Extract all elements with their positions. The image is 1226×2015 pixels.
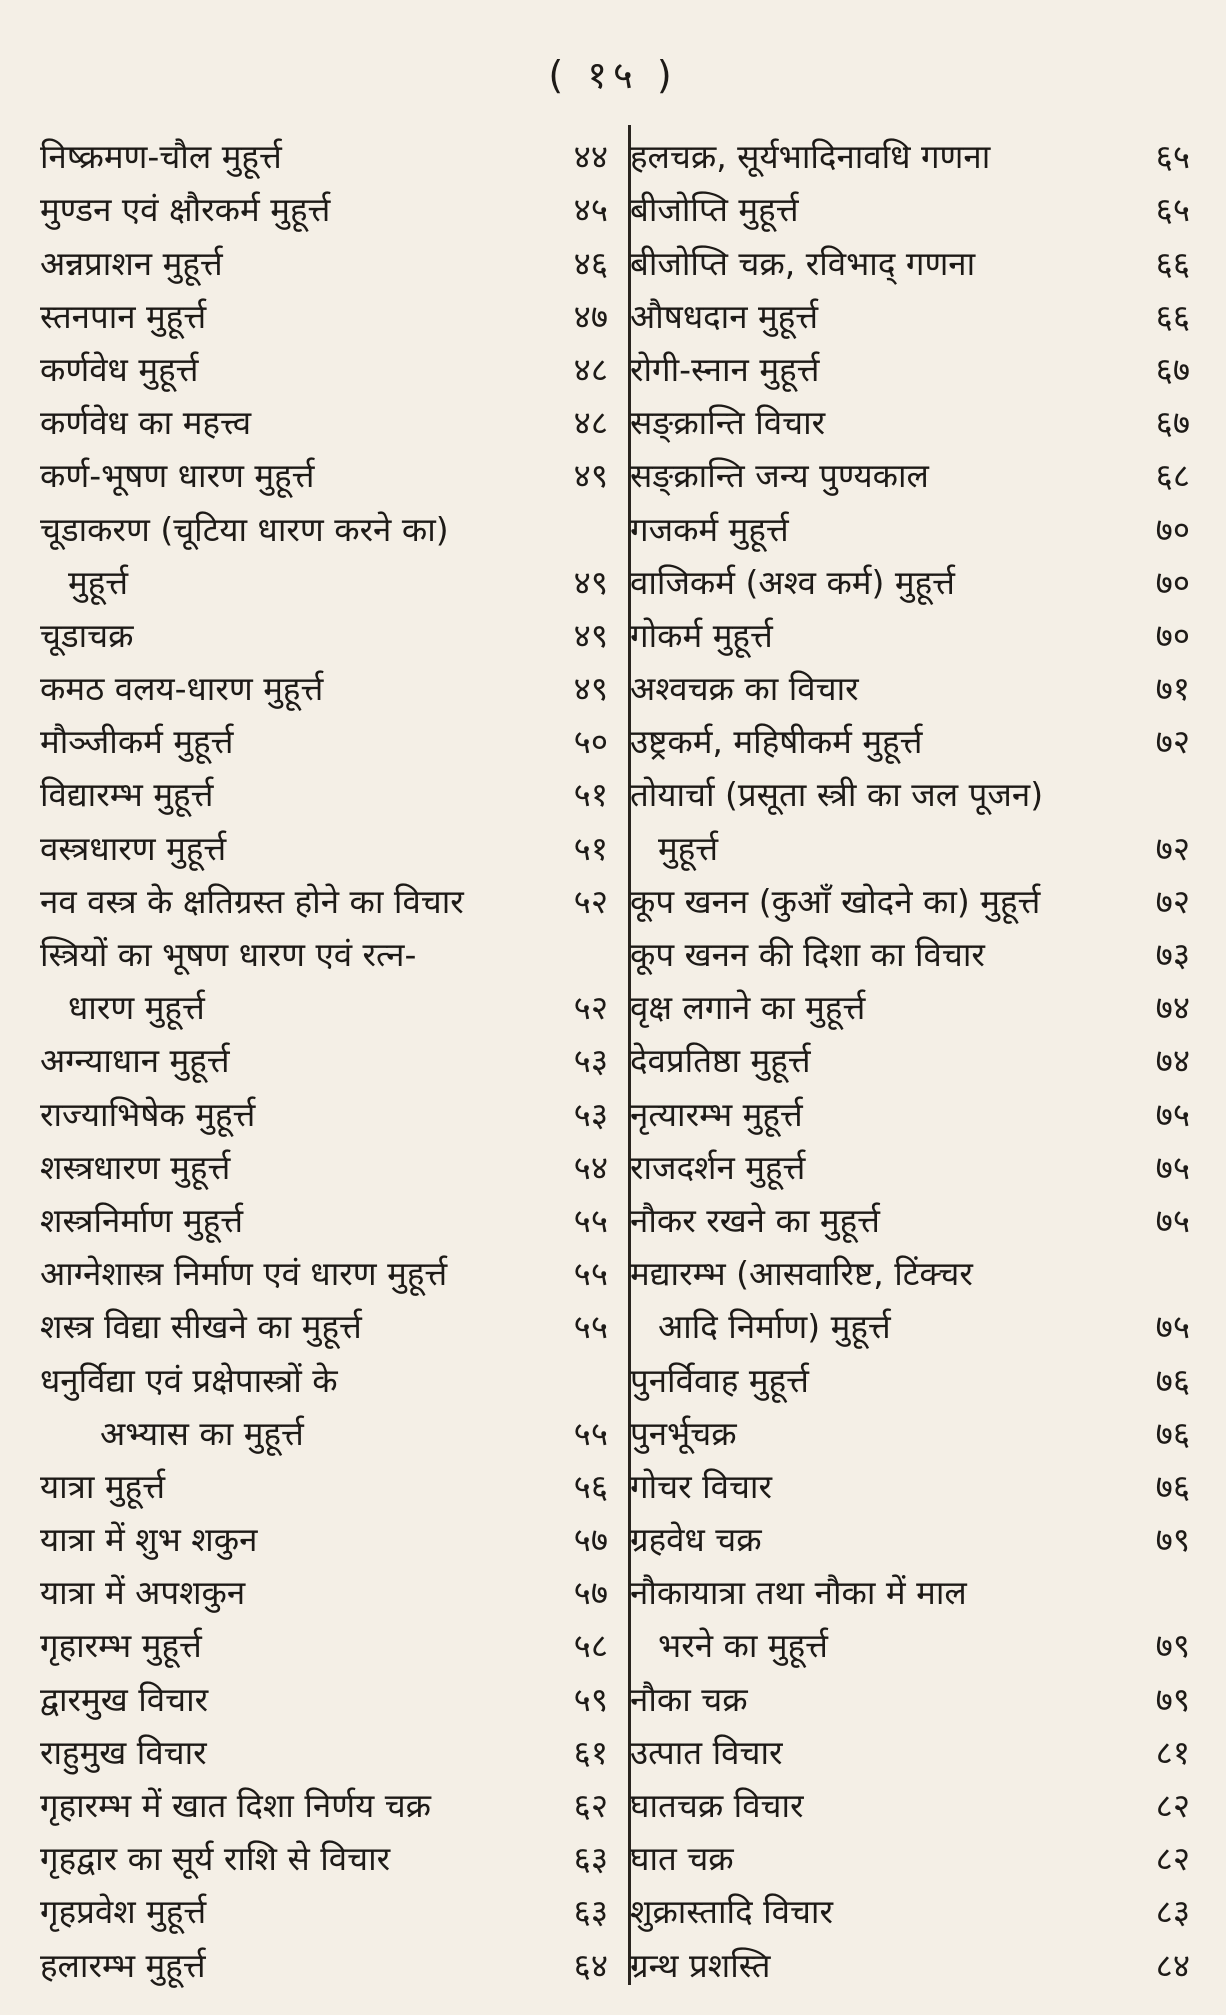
toc-entry (40, 1407, 608, 1460)
toc-entry (630, 609, 1190, 662)
toc-entry-title: नौका चक्र (630, 1679, 748, 1719)
toc-entry-page: ४९ (573, 615, 608, 655)
toc-entry (40, 662, 608, 715)
toc-entry-title: नृत्यारम्भ मुहूर्त्त (630, 1094, 803, 1134)
toc-entry-title: द्वारमुख विचार (40, 1679, 209, 1719)
toc-entry-page: ७१ (1155, 669, 1190, 709)
toc-entry-page: ७५ (1155, 1200, 1190, 1240)
toc-entry (40, 1194, 608, 1247)
toc-entry (40, 821, 608, 874)
toc-entry (630, 1407, 1190, 1460)
toc-entry-page: ४८ (573, 403, 608, 443)
toc-entry (40, 1460, 608, 1513)
toc-entry (40, 1885, 608, 1938)
toc-entry-title: गृहद्वार का सूर्य राशि से विचार (40, 1839, 391, 1879)
toc-entry-page: ५५ (573, 1413, 608, 1453)
toc-entry-page: ६५ (1155, 137, 1190, 177)
toc-entry-title: सङ्क्रान्ति जन्य पुण्यकाल (630, 456, 929, 496)
toc-entry-title: शस्त्रनिर्माण मुहूर्त्त (40, 1200, 244, 1240)
toc-entry-title: शस्त्र विद्या सीखने का मुहूर्त्त (40, 1307, 362, 1347)
toc-entry (630, 183, 1190, 236)
toc-entry (40, 1619, 608, 1672)
toc-entry-page: ४९ (573, 456, 608, 496)
toc-entry-title: राहुमुख विचार (40, 1732, 207, 1772)
toc-entry (630, 396, 1190, 449)
toc-entry-page: ६४ (573, 1945, 608, 1985)
toc-entry (40, 236, 608, 289)
toc-entry-title: पुनर्भूचक्र (630, 1413, 737, 1453)
toc-entry-page: ५१ (573, 775, 608, 815)
toc-entry-title: कर्णवेध का महत्त्व (40, 403, 252, 443)
toc-entry-title: अभ्यास का मुहूर्त्त (100, 1413, 304, 1453)
toc-entry-title: कूप खनन (कुआँ खोदने का) मुहूर्त्त (630, 881, 1041, 921)
toc-entry-title: कर्ण-भूषण धारण मुहूर्त्त (40, 456, 315, 496)
toc-entry-title: हलारम्भ मुहूर्त्त (40, 1945, 206, 1985)
toc-entry (40, 1300, 608, 1353)
toc-entry (40, 981, 608, 1034)
toc-entry-page: ७२ (1155, 722, 1190, 762)
toc-entry (630, 1087, 1190, 1140)
toc-entry-page: ५६ (573, 1466, 608, 1506)
toc-entry-title: शुक्रास्तादि विचार (630, 1892, 833, 1932)
toc-entry-title: तोयार्चा (प्रसूता स्त्री का जल पूजन) (630, 775, 1044, 815)
toc-entry (630, 449, 1190, 502)
toc-entry (40, 609, 608, 662)
contents-right-column (630, 130, 1190, 1992)
toc-entry-title: मौञ्जीकर्म मुहूर्त्त (40, 722, 234, 762)
toc-entry-title: गजकर्म मुहूर्त्त (630, 509, 789, 549)
toc-entry-page: ५५ (573, 1307, 608, 1347)
toc-entry-title: ग्रहवेध चक्र (630, 1520, 762, 1560)
toc-entry-title: नौकायात्रा तथा नौका में माल (630, 1573, 967, 1613)
toc-entry-title: विद्यारम्भ मुहूर्त्त (40, 775, 214, 815)
toc-entry-page: ६३ (573, 1839, 608, 1879)
toc-entry-page: ५३ (573, 1094, 608, 1134)
toc-entry (40, 1566, 608, 1619)
toc-entry (630, 1460, 1190, 1513)
toc-entry-title: कूप खनन की दिशा का विचार (630, 935, 985, 974)
toc-entry (630, 1832, 1190, 1885)
toc-entry (630, 1885, 1190, 1938)
toc-entry-page: ७५ (1155, 1147, 1190, 1187)
toc-entry-page: ५० (573, 722, 608, 762)
toc-entry-page: ५५ (573, 1200, 608, 1240)
toc-entry-title: यात्रा में शुभ शकुन (40, 1520, 258, 1560)
toc-entry-page: ६६ (1155, 296, 1190, 336)
toc-entry (630, 502, 1190, 555)
toc-entry-title: आग्नेशास्त्र निर्माण एवं धारण मुहूर्त्त (40, 1254, 448, 1294)
toc-entry-title: चूडाकरण (चूटिया धारण करने का) (40, 509, 449, 549)
toc-entry-page: ६२ (573, 1786, 608, 1825)
toc-entry (40, 1247, 608, 1300)
toc-entry-title: घात चक्र (630, 1839, 734, 1879)
toc-entry (630, 556, 1190, 609)
toc-entry-title: यात्रा मुहूर्त्त (40, 1466, 165, 1506)
toc-entry-page: ७९ (1155, 1520, 1190, 1560)
toc-entry-title: राजदर्शन मुहूर्त्त (630, 1147, 806, 1187)
toc-entry-page: ४८ (573, 349, 608, 389)
toc-entry-page: ४४ (573, 137, 608, 177)
toc-entry (630, 1141, 1190, 1194)
toc-entry-title: धनुर्विद्या एवं प्रक्षेपास्त्रों के (40, 1360, 338, 1400)
toc-entry-page: ५३ (573, 1041, 608, 1081)
toc-entry (630, 1353, 1190, 1406)
toc-entry (40, 556, 608, 609)
toc-entry-title: भरने का मुहूर्त्त (658, 1626, 828, 1666)
toc-entry-page: ७३ (1155, 935, 1190, 974)
toc-entry-title: गृहप्रवेश मुहूर्त्त (40, 1892, 207, 1932)
toc-entry-title: निष्क्रमण-चौल मुहूर्त्त (40, 137, 282, 177)
toc-entry (40, 928, 608, 981)
toc-entry (40, 290, 608, 343)
toc-entry (40, 1779, 608, 1832)
toc-entry (630, 1513, 1190, 1566)
toc-entry (40, 1938, 608, 1991)
toc-entry-title: सङ्क्रान्ति विचार (630, 403, 826, 443)
toc-entry-page: ८१ (1155, 1732, 1190, 1772)
page-number: ( १५ ) (548, 53, 678, 97)
toc-entry-page: ७९ (1155, 1626, 1190, 1666)
toc-entry-page: ६७ (1155, 403, 1190, 443)
toc-entry-page: ७४ (1155, 988, 1190, 1028)
toc-entry-title: अन्नप्राशन मुहूर्त्त (40, 243, 223, 283)
toc-entry-title: गोकर्म मुहूर्त्त (630, 615, 773, 655)
toc-entry (630, 1300, 1190, 1353)
toc-entry-title: वस्त्रधारण मुहूर्त्त (40, 828, 227, 868)
toc-entry-title: वाजिकर्म (अश्व कर्म) मुहूर्त्त (630, 562, 955, 602)
toc-entry (40, 1513, 608, 1566)
toc-entry (40, 183, 608, 236)
toc-entry (40, 1672, 608, 1725)
toc-entry-title: यात्रा में अपशकुन (40, 1573, 246, 1613)
toc-entry-page: ५८ (573, 1626, 608, 1666)
toc-entry-page: ७४ (1155, 1041, 1190, 1081)
toc-entry (630, 1247, 1190, 1300)
toc-entry (40, 396, 608, 449)
toc-entry-title: गोचर विचार (630, 1466, 772, 1506)
toc-entry (40, 1726, 608, 1779)
toc-entry-page: ७६ (1155, 1360, 1190, 1400)
toc-entry-page: ६३ (573, 1892, 608, 1932)
toc-entry-page: ५९ (573, 1679, 608, 1719)
contents-left-column (40, 130, 608, 1992)
toc-entry (40, 1034, 608, 1087)
toc-entry-title: गृहारम्भ मुहूर्त्त (40, 1626, 202, 1666)
toc-entry (40, 715, 608, 768)
toc-entry-title: आदि निर्माण) मुहूर्त्त (658, 1307, 891, 1347)
toc-entry-title: देवप्रतिष्ठा मुहूर्त्त (630, 1041, 811, 1081)
toc-entry-title: नौकर रखने का मुहूर्त्त (630, 1200, 880, 1240)
toc-entry-page: ७५ (1155, 1094, 1190, 1134)
toc-entry-title: अश्वचक्र का विचार (630, 669, 859, 709)
toc-entry-title: अग्न्याधान मुहूर्त्त (40, 1041, 230, 1081)
toc-entry-page: ७० (1155, 562, 1190, 602)
toc-entry (630, 768, 1190, 821)
toc-entry-page: ७० (1155, 615, 1190, 655)
toc-entry-page: ५२ (573, 881, 608, 921)
toc-entry-page: ७२ (1155, 828, 1190, 868)
toc-entry-page: ४९ (573, 562, 608, 602)
toc-entry-title: हलचक्र, सूर्यभादिनावधि गणना (630, 137, 991, 177)
toc-entry-page: ७९ (1155, 1679, 1190, 1719)
toc-entry-title: बीजोप्ति मुहूर्त्त (630, 190, 799, 230)
toc-entry (630, 1779, 1190, 1832)
toc-entry-page: ४६ (573, 243, 608, 283)
toc-entry (630, 130, 1190, 183)
toc-entry-page: ६१ (573, 1732, 608, 1772)
toc-entry-page: ७२ (1155, 881, 1190, 921)
toc-entry (630, 928, 1190, 981)
toc-entry (630, 1938, 1190, 1991)
toc-entry (630, 1194, 1190, 1247)
toc-entry (630, 1034, 1190, 1087)
toc-entry-title: स्तनपान मुहूर्त्त (40, 296, 207, 336)
toc-entry-title: मुहूर्त्त (68, 562, 129, 602)
toc-entry-page: ६८ (1155, 456, 1190, 496)
toc-entry-page: ६७ (1155, 349, 1190, 389)
toc-entry-title: उष्ट्रकर्म, महिषीकर्म मुहूर्त्त (630, 722, 923, 762)
toc-entry-title: धारण मुहूर्त्त (68, 988, 205, 1028)
toc-entry-title: शस्त्रधारण मुहूर्त्त (40, 1147, 231, 1187)
toc-entry (40, 1141, 608, 1194)
toc-entry-page: ५२ (573, 988, 608, 1028)
toc-entry-title: चूडाचक्र (40, 615, 134, 655)
toc-entry (630, 343, 1190, 396)
toc-entry-page: ४५ (573, 190, 608, 230)
toc-entry (40, 449, 608, 502)
toc-entry (40, 1832, 608, 1885)
toc-entry (40, 343, 608, 396)
toc-entry-page: ८३ (1155, 1892, 1190, 1932)
toc-entry-page: ७६ (1155, 1413, 1190, 1453)
toc-entry-title: गृहारम्भ में खात दिशा निर्णय चक्र (40, 1786, 431, 1825)
toc-entry (630, 1566, 1190, 1619)
toc-entry-title: ग्रन्थ प्रशस्ति (630, 1945, 771, 1985)
toc-entry (40, 1353, 608, 1406)
toc-entry (630, 821, 1190, 874)
toc-entry-page: ८२ (1155, 1786, 1190, 1825)
toc-entry-page: ४७ (573, 296, 608, 336)
toc-entry-page: ८२ (1155, 1839, 1190, 1879)
toc-entry (630, 715, 1190, 768)
toc-entry-title: रोगी-स्नान मुहूर्त्त (630, 349, 820, 389)
toc-entry (630, 981, 1190, 1034)
toc-entry-page: ५५ (573, 1254, 608, 1294)
toc-entry-page: ५१ (573, 828, 608, 868)
toc-entry-page: ७६ (1155, 1466, 1190, 1506)
toc-entry-title: कर्णवेध मुहूर्त्त (40, 349, 199, 389)
toc-entry-title: राज्याभिषेक मुहूर्त्त (40, 1094, 256, 1134)
toc-entry-title: कमठ वलय-धारण मुहूर्त्त (40, 669, 324, 709)
toc-entry-page: ५७ (573, 1520, 608, 1560)
toc-entry-title: उत्पात विचार (630, 1732, 783, 1772)
toc-entry-title: घातचक्र विचार (630, 1786, 804, 1825)
toc-entry (40, 875, 608, 928)
toc-entry-page: ५४ (573, 1147, 608, 1187)
toc-entry-page: ४९ (573, 669, 608, 709)
toc-entry-page: ८४ (1155, 1945, 1190, 1985)
toc-entry-title: वृक्ष लगाने का मुहूर्त्त (630, 988, 866, 1028)
toc-entry-page: ७५ (1155, 1307, 1190, 1347)
toc-entry (40, 130, 608, 183)
toc-entry (40, 502, 608, 555)
toc-entry-page: ६५ (1155, 190, 1190, 230)
toc-entry-title: मुहूर्त्त (658, 828, 719, 868)
toc-entry (630, 1672, 1190, 1725)
toc-entry (630, 1619, 1190, 1672)
toc-entry-title: बीजोप्ति चक्र, रविभाद् गणना (630, 243, 976, 283)
toc-entry (630, 875, 1190, 928)
toc-entry-title: पुनर्विवाह मुहूर्त्त (630, 1360, 809, 1400)
toc-entry (630, 1726, 1190, 1779)
toc-entry-title: मुण्डन एवं क्षौरकर्म मुहूर्त्त (40, 190, 331, 230)
toc-entry-title: नव वस्त्र के क्षतिग्रस्त होने का विचार (40, 881, 464, 921)
toc-entry (40, 1087, 608, 1140)
toc-entry (630, 290, 1190, 343)
toc-entry-title: औषधदान मुहूर्त्त (630, 296, 819, 336)
toc-entry-title: मद्यारम्भ (आसवारिष्ट, टिंक्चर (630, 1254, 973, 1294)
toc-entry (630, 662, 1190, 715)
toc-entry-title: स्त्रियों का भूषण धारण एवं रत्न- (40, 935, 417, 974)
toc-entry-page: ५७ (573, 1573, 608, 1613)
toc-entry-page: ७० (1155, 509, 1190, 549)
toc-entry-page: ६६ (1155, 243, 1190, 283)
toc-entry (630, 236, 1190, 289)
toc-entry (40, 768, 608, 821)
